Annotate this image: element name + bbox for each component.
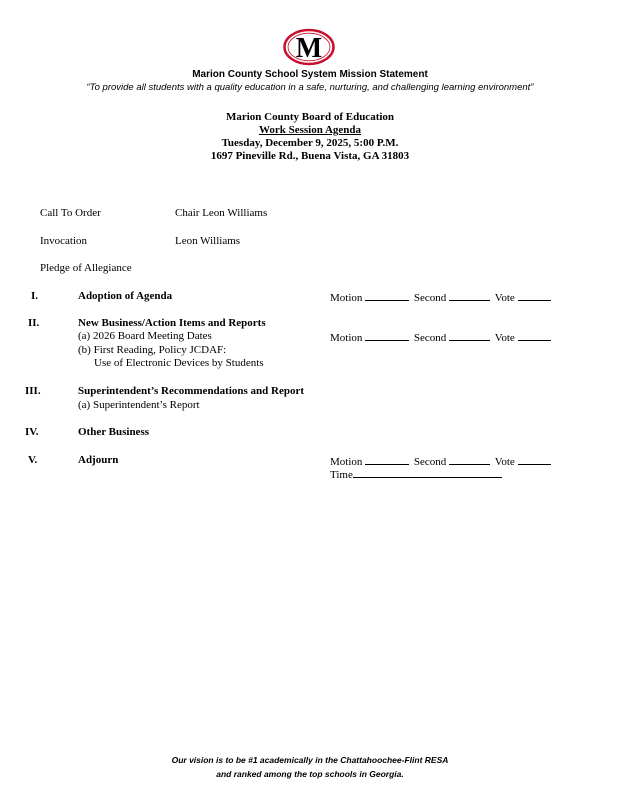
agenda-title: Work Session Agenda: [258, 124, 362, 136]
mission-title: Marion County School System Mission Statement: [192, 69, 428, 80]
section-number: I.: [31, 290, 39, 302]
agenda-item: (b) First Reading, Policy JCDAF:: [78, 344, 227, 356]
section-title: Adoption of Agenda: [78, 290, 173, 302]
motion-label: Motion: [330, 292, 363, 304]
second-blank: [449, 290, 490, 301]
time-line: [330, 467, 502, 482]
section-number: V.: [28, 454, 38, 466]
second-blank: [449, 454, 490, 465]
motion-label: Motion: [330, 456, 363, 468]
call-to-order-label: Call To Order: [40, 207, 101, 219]
time-blank: [353, 467, 502, 478]
second-label: Second: [413, 292, 447, 304]
district-logo: [283, 28, 335, 66]
second-blank: [449, 330, 490, 341]
agenda-item: Use of Electronic Devices by Students: [94, 357, 264, 369]
section-title: New Business/Action Items and Reports: [78, 317, 266, 329]
time-label: Time: [330, 469, 353, 481]
vision-line-1: Our vision is to be #1 academically in the Chattahoochee-Flint RESA: [171, 755, 449, 765]
vote-blank: [518, 330, 551, 341]
section-title: Other Business: [78, 426, 150, 438]
mission-statement: “To provide all students with a quality education in a safe, nurturing, and challenging learning environment”: [86, 82, 534, 93]
vote-label: Vote: [494, 456, 515, 468]
meeting-datetime: Tuesday, December 9, 2025, 5:00 P.M.: [221, 137, 399, 149]
call-to-order-value: Chair Leon Williams: [175, 207, 268, 219]
second-label: Second: [413, 456, 447, 468]
vision-line-2: and ranked among the top schools in Georgia.: [216, 769, 404, 779]
invocation-label: Invocation: [40, 235, 88, 247]
section-title: Superintendent’s Recommendations and Report: [78, 385, 305, 397]
motion-blank: [365, 454, 409, 465]
motion-label: Motion: [330, 332, 363, 344]
vote-label: Vote: [494, 332, 515, 344]
vote-blank: [518, 454, 551, 465]
vote-line: [330, 290, 551, 305]
vote-label: Vote: [494, 292, 515, 304]
section-number: IV.: [25, 426, 39, 438]
vote-line: [330, 330, 551, 345]
agenda-item: (a) Superintendent’s Report: [78, 399, 200, 411]
pledge-label: Pledge of Allegiance: [40, 262, 132, 274]
board-name: Marion County Board of Education: [225, 111, 395, 123]
agenda-item: (a) 2026 Board Meeting Dates: [78, 330, 212, 342]
section-number: II.: [28, 317, 40, 329]
meeting-address: 1697 Pineville Rd., Buena Vista, GA 31803: [210, 150, 410, 162]
invocation-value: Leon Williams: [175, 235, 241, 247]
svg-text:M: M: [295, 33, 323, 64]
section-title: Adjourn: [78, 454, 119, 466]
motion-blank: [365, 290, 409, 301]
motion-blank: [365, 330, 409, 341]
second-label: Second: [413, 332, 447, 344]
vote-blank: [518, 290, 551, 301]
section-number: III.: [25, 385, 41, 397]
